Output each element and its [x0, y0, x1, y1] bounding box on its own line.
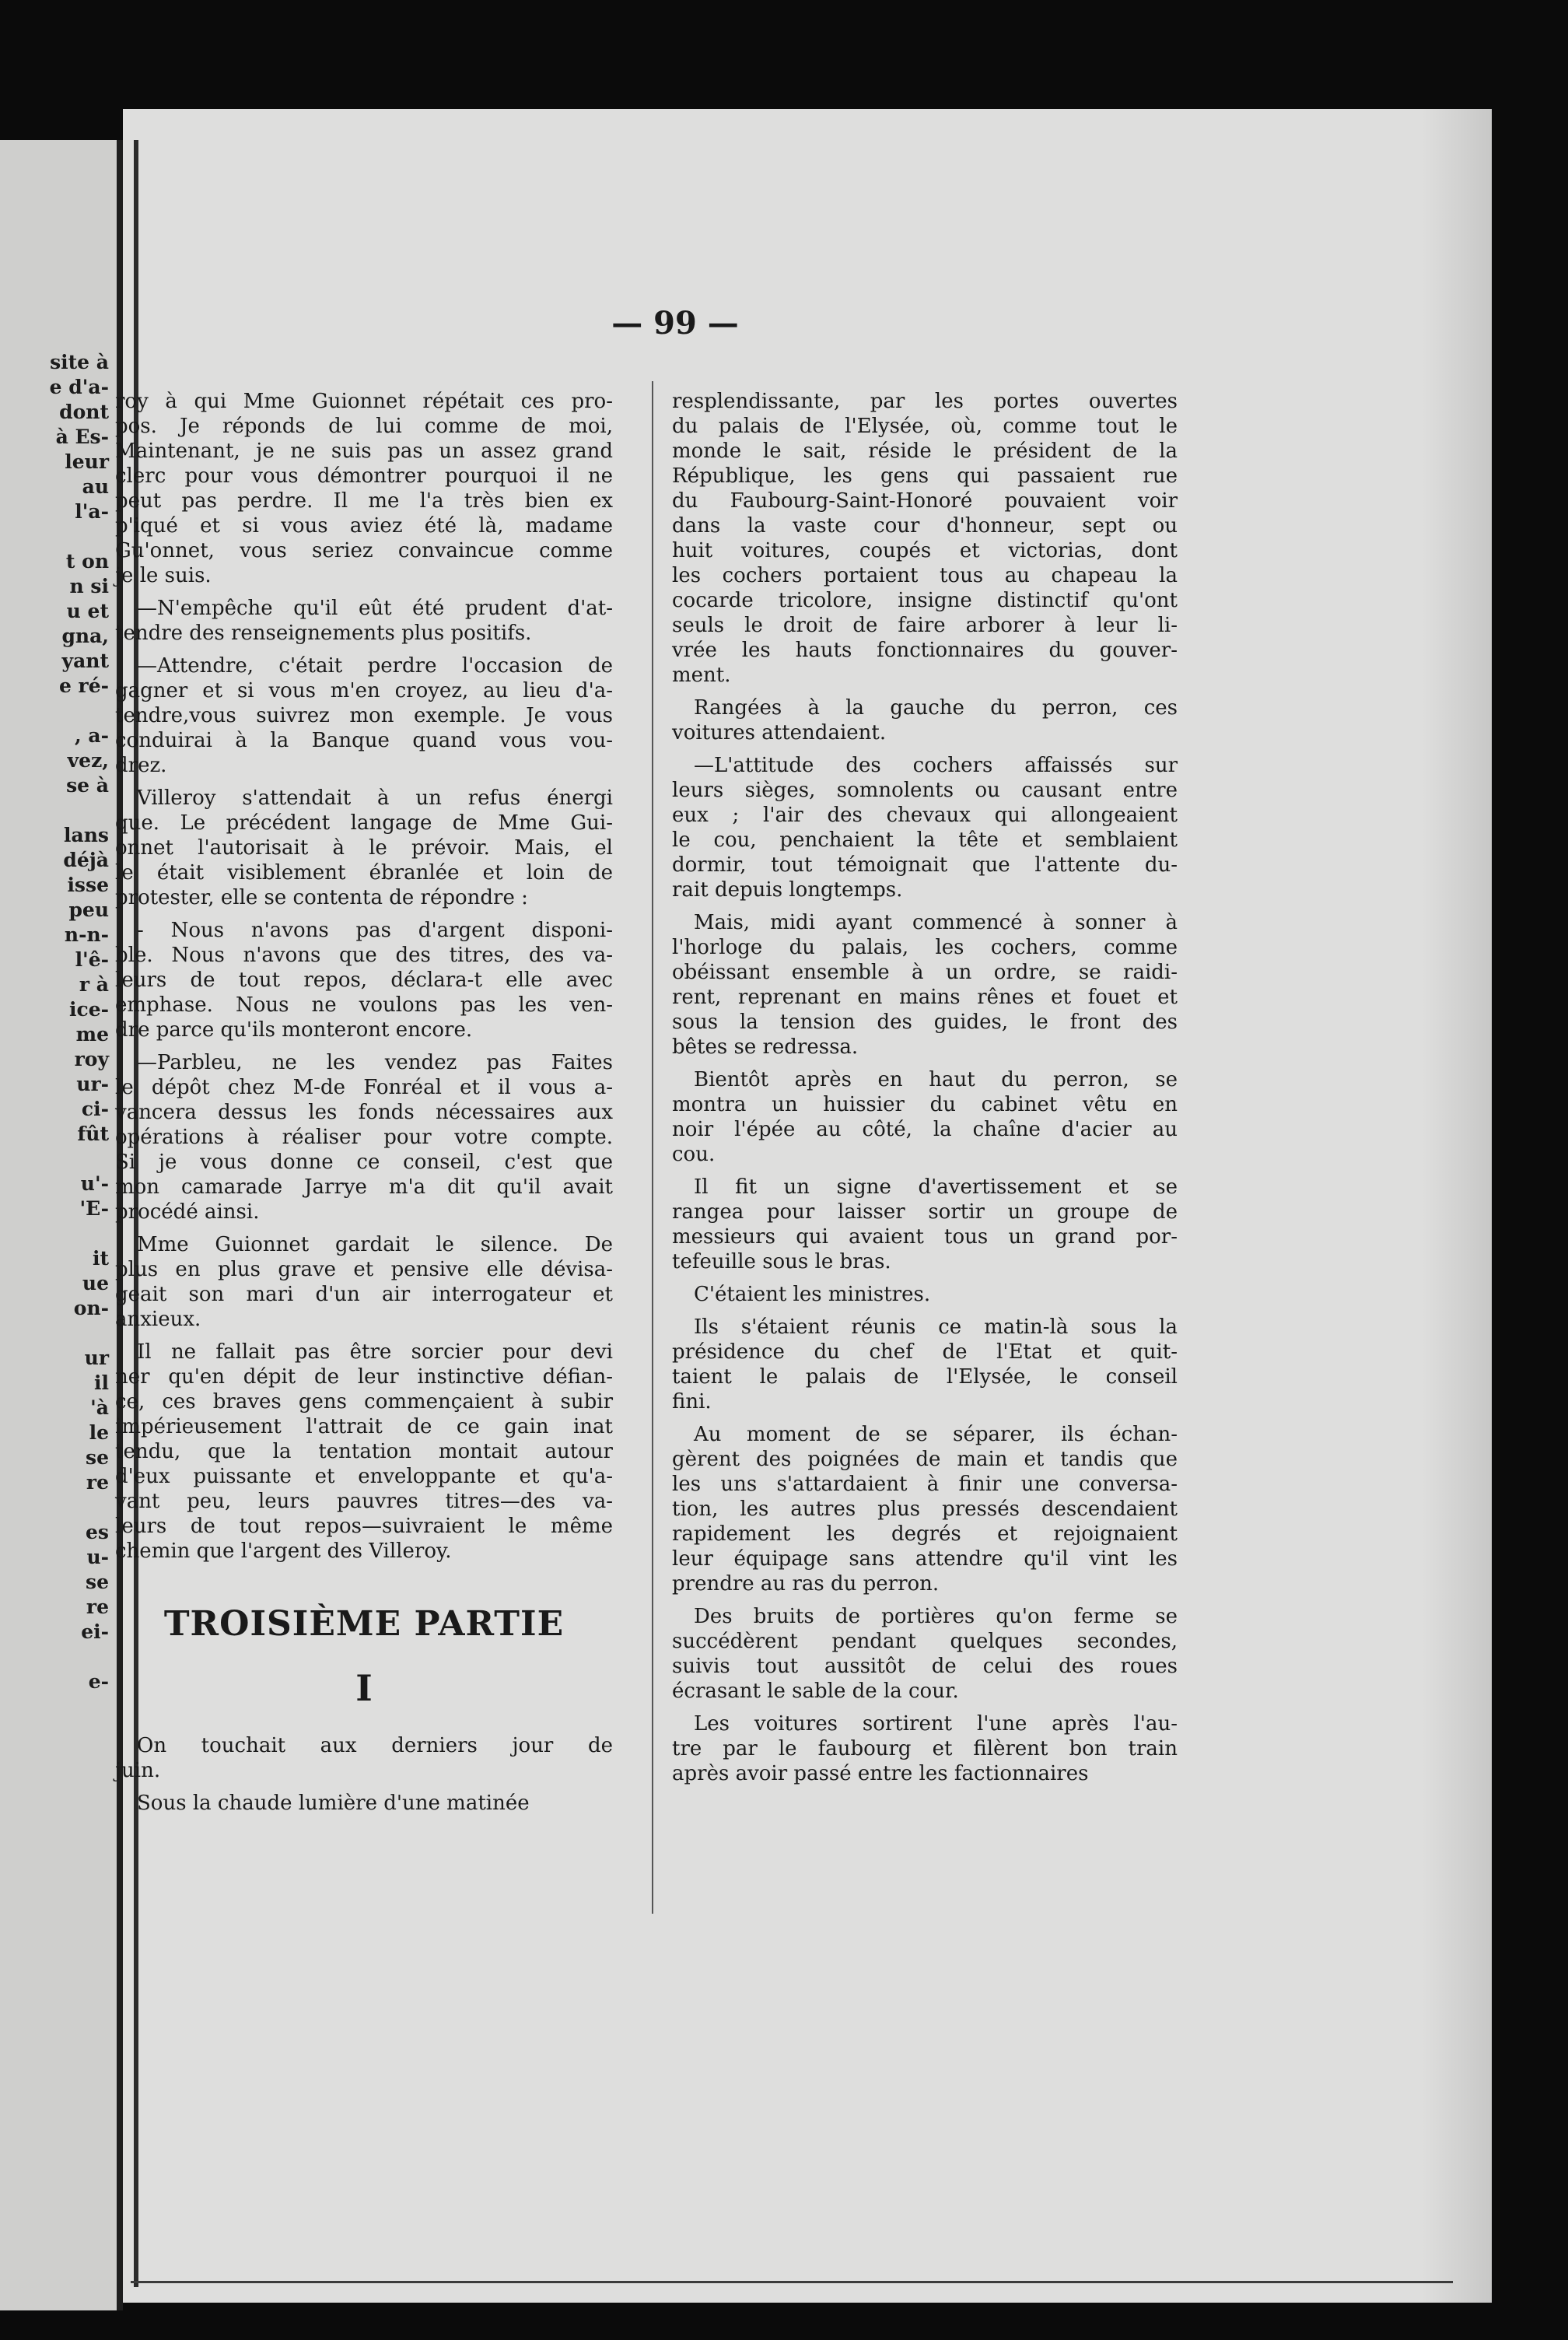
text-line: mon camarade Jarrye m'a dit qu'il avait: [115, 1175, 613, 1199]
previous-page-line: se à: [66, 774, 109, 797]
text-line: tendre des renseignements plus positifs.: [115, 622, 532, 645]
previous-page-line: lans: [64, 824, 109, 846]
chapter-opening-paragraphs: [115, 1733, 613, 1816]
text-line: chemin que l'argent des Villeroy.: [115, 1540, 452, 1563]
paragraph-gap: [115, 588, 613, 596]
text-line: cou.: [672, 1143, 716, 1166]
previous-page-line: site à: [50, 351, 109, 373]
text-line: cocarde tricolore, insigne distinctif qu'ont: [672, 589, 1178, 612]
previous-page-line: peu: [68, 899, 109, 921]
text-line: messieurs qui avaient tous un grand por-: [672, 1225, 1178, 1249]
text-line: conduirai à la Banque quand vous vou-: [115, 729, 613, 752]
previous-page-line: [0, 1221, 109, 1246]
text-line: du palais de l'Elysée, où, comme tout le: [672, 415, 1178, 438]
previous-page-line: [0, 798, 109, 823]
bottom-rule: [131, 2281, 1453, 2283]
previous-page-line: e d'a-: [49, 376, 109, 398]
paragraph-gap: [672, 902, 1178, 910]
text-line: procédé ainsi.: [115, 1200, 260, 1224]
previous-page-line: es: [86, 1521, 109, 1543]
text-line: —N'empêche qu'il eût été prudent d'at-: [137, 597, 613, 620]
text-line: —L'attitude des cochers affaissés sur: [694, 754, 1178, 777]
previous-page-line: u et: [66, 600, 109, 622]
text-line: le cou, penchaient la tête et semblaient: [672, 828, 1178, 852]
paragraph-gap: [115, 1783, 613, 1791]
text-line: gèrent des poignées de main et tandis que: [672, 1448, 1178, 1471]
column-divider: [652, 381, 653, 1914]
previous-page-line: l'a-: [75, 500, 109, 523]
text-line: fini.: [672, 1390, 712, 1413]
chapter-number: I: [355, 1667, 373, 1709]
text-line: monde le sait, réside le président de la: [672, 440, 1178, 463]
text-line: que. Le précédent langage de Mme Gui-: [115, 811, 613, 835]
text-line: ce, ces braves gens commençaient à subir: [115, 1390, 613, 1413]
text-line: rangea pour laisser sortir un groupe de: [672, 1200, 1178, 1224]
text-line: tre par le faubourg et filèrent bon train: [672, 1737, 1178, 1760]
text-line: opérations à réaliser pour votre compte.: [115, 1126, 613, 1149]
previous-page-line: au: [82, 475, 109, 498]
right-column-paragraphs: [672, 389, 1178, 1786]
text-line: noir l'épée au côté, la chaîne d'acier au: [672, 1118, 1178, 1141]
page-number: — 99 —: [611, 305, 739, 342]
previous-page-line: dont: [59, 401, 109, 423]
text-line: vancera dessus les fonds nécessaires aux: [115, 1101, 613, 1124]
text-line: Il ne fallait pas être sorcier pour devi: [137, 1340, 613, 1364]
previous-page-line: t on: [65, 550, 109, 573]
text-line: plus en plus grave et pensive elle dévisa-: [115, 1258, 613, 1281]
previous-page-line: [0, 524, 109, 549]
text-line: leurs de tout repos—suivraient le même: [115, 1515, 613, 1538]
text-line: Si je vous donne ce conseil, c'est que: [115, 1151, 613, 1174]
text-line: après avoir passé entre les factionnaires: [672, 1762, 1089, 1785]
text-line: présidence du chef de l'Etat et quit-: [672, 1340, 1178, 1364]
previous-page-line: [0, 1645, 109, 1669]
text-line: les uns s'attardaient à finir une conversa-: [672, 1473, 1178, 1496]
text-line: Bientôt après en haut du perron, se: [694, 1068, 1178, 1091]
previous-page-line: ur: [84, 1347, 109, 1369]
previous-page-line: 'E-: [79, 1197, 109, 1220]
paragraph-gap: [672, 1704, 1178, 1711]
previous-page-line: e ré-: [58, 674, 109, 697]
paragraph-gap: [672, 1414, 1178, 1422]
text-line: leurs de tout repos, déclara-t elle avec: [115, 969, 613, 992]
previous-page-line: yant: [61, 650, 109, 672]
text-line: Sous la chaude lumière d'une matinée: [137, 1792, 530, 1815]
text-line: leur équipage sans attendre qu'il vint les: [672, 1547, 1178, 1571]
text-line: dans la vaste cour d'honneur, sept ou: [672, 514, 1178, 538]
text-line: emphase. Nous ne voulons pas les ven-: [115, 993, 613, 1017]
paragraph-gap: [672, 745, 1178, 753]
paragraph-gap: [672, 1060, 1178, 1067]
previous-page-line: u-: [86, 1546, 109, 1568]
text-line: ment.: [672, 664, 731, 687]
previous-page-line: fût: [77, 1123, 109, 1145]
paragraph-gap: [115, 646, 613, 653]
text-line: clerc pour vous démontrer pourquoi il ne: [115, 464, 613, 488]
text-line: sous la tension des guides, le front des: [672, 1011, 1178, 1034]
paragraph-gap: [672, 1167, 1178, 1175]
text-line: l'horloge du palais, les cochers, comme: [672, 936, 1178, 959]
text-line: tendu, que la tentation montait autour: [115, 1440, 613, 1463]
text-line: je le suis.: [115, 564, 212, 587]
text-line: Mme Guionnet gardait le silence. De: [137, 1233, 613, 1256]
previous-page-line: 'à: [90, 1396, 109, 1419]
previous-page-text: [0, 350, 109, 1694]
text-line: Au moment de se séparer, ils échan-: [694, 1423, 1178, 1446]
text-line: juin.: [115, 1759, 161, 1782]
previous-page-line: déjà: [63, 849, 109, 871]
text-line: le était visiblement ébranlée et loin de: [115, 861, 613, 885]
text-line: impérieusement l'attrait de ce gain inat: [115, 1415, 613, 1438]
text-line: —Parbleu, ne les vendez pas Faites: [137, 1051, 613, 1074]
text-line: roy à qui Mme Guionnet répétait ces pro-: [115, 390, 613, 413]
text-line: tion, les autres plus pressés descendaient: [672, 1498, 1178, 1521]
text-line: dre parce qu'ils monteront encore.: [115, 1018, 473, 1042]
paragraph-gap: [115, 1332, 613, 1340]
previous-page-line: ci-: [81, 1098, 109, 1120]
previous-page-line: l'ê-: [75, 948, 109, 971]
text-line: seuls le droit de faire arborer à leur li-: [672, 614, 1178, 637]
text-line: dormir, tout témoignait que l'attente du-: [672, 853, 1178, 877]
text-line: geait son mari d'un air interrogateur et: [115, 1283, 613, 1306]
previous-page-line: it: [92, 1247, 109, 1270]
text-line: Il fit un signe d'avertissement et se: [694, 1175, 1178, 1199]
text-line: ble. Nous n'avons que des titres, des va-: [115, 944, 613, 967]
previous-page-line: re: [86, 1596, 109, 1618]
previous-page-line: se: [86, 1571, 109, 1593]
paragraph-gap: [672, 1596, 1178, 1604]
text-line: ner qu'en dépit de leur instinctive défian-: [115, 1365, 613, 1389]
text-line: Les voitures sortirent l'une après l'au-: [694, 1712, 1178, 1736]
text-line: - Nous n'avons pas d'argent disponi-: [137, 919, 613, 942]
previous-page-line: [0, 1495, 109, 1520]
text-line: On touchait aux derniers jour de: [137, 1734, 613, 1757]
previous-page-line: r à: [79, 973, 109, 996]
previous-page-line: re: [86, 1471, 109, 1494]
paragraph-gap: [672, 1274, 1178, 1282]
text-line: République, les gens qui passaient rue: [672, 464, 1178, 488]
previous-page-line: leur: [65, 450, 109, 473]
paragraph-gap: [672, 688, 1178, 695]
previous-page-line: , a-: [75, 724, 109, 747]
previous-page-line: [0, 1321, 109, 1346]
previous-page-line: [0, 1147, 109, 1172]
text-line: rait depuis longtemps.: [672, 878, 903, 902]
text-line: rapidement les degrés et rejoignaient: [672, 1522, 1178, 1546]
text-line: —Attendre, c'était perdre l'occasion de: [137, 654, 613, 678]
text-line: C'étaient les ministres.: [694, 1283, 931, 1306]
text-line: gagner et si vous m'en croyez, au lieu d'a-: [115, 679, 613, 702]
previous-page-line: ei-: [81, 1620, 109, 1643]
text-line: p'iqué et si vous aviez été là, madame: [115, 514, 613, 538]
previous-page-line: il: [94, 1371, 109, 1394]
previous-page-fragment: [0, 140, 117, 2310]
text-line: Mais, midi ayant commencé à sonner à: [694, 911, 1178, 934]
paragraph-gap: [115, 778, 613, 786]
text-line: vant peu, leurs pauvres titres—des va-: [115, 1490, 613, 1513]
text-line: onnet l'autorisait à le prévoir. Mais, el: [115, 836, 613, 860]
left-column-paragraphs: [115, 389, 613, 1564]
text-line: les cochers portaient tous au chapeau la: [672, 564, 1178, 587]
text-line: taient le palais de l'Elysée, le conseil: [672, 1365, 1178, 1389]
previous-page-line: roy: [74, 1048, 109, 1070]
previous-page-line: isse: [67, 874, 109, 896]
text-line: Rangées à la gauche du perron, ces: [694, 696, 1178, 720]
text-line: bêtes se redressa.: [672, 1035, 859, 1059]
page-edge-shadow: [1422, 109, 1492, 2303]
previous-page-line: gna,: [61, 625, 109, 647]
text-line: Villeroy s'attendait à un refus énergi: [137, 786, 613, 810]
text-line: leurs sièges, somnolents ou causant entre: [672, 779, 1178, 802]
text-line: tefeuille sous le bras.: [672, 1250, 891, 1273]
previous-page-line: le: [89, 1421, 109, 1444]
text-line: Des bruits de portières qu'on ferme se: [694, 1605, 1178, 1628]
previous-page-line: on-: [73, 1297, 109, 1319]
previous-page-line: n si: [69, 575, 109, 597]
text-line: le dépôt chez M-de Fonréal et il vous a-: [115, 1076, 613, 1099]
right-column: [672, 389, 1178, 1786]
text-line: eux ; l'air des chevaux qui allongeaient: [672, 804, 1178, 827]
paragraph-gap: [115, 1224, 613, 1232]
text-line: écrasant le sable de la cour.: [672, 1680, 959, 1703]
text-line: Maintenant, je ne suis pas un assez grand: [115, 440, 613, 463]
text-line: voitures attendaient.: [672, 721, 887, 744]
previous-page-line: [0, 699, 109, 723]
text-line: Ils s'étaient réunis ce matin-là sous la: [694, 1315, 1178, 1339]
part-title: TROISIÈME PARTIE: [163, 1604, 565, 1644]
previous-page-line: vez,: [67, 749, 109, 772]
previous-page-line: se: [86, 1446, 109, 1469]
text-line: peut pas perdre. Il me l'a très bien ex: [115, 489, 613, 513]
previous-page-line: ice-: [68, 998, 109, 1021]
paragraph-gap: [115, 1042, 613, 1050]
paragraph-gap: [115, 910, 613, 918]
text-line: montra un huissier du cabinet vêtu en: [672, 1093, 1178, 1116]
text-line: obéissant ensemble à un ordre, se raidi-: [672, 961, 1178, 984]
text-line: tendre,vous suivrez mon exemple. Je vous: [115, 704, 613, 727]
text-line: drez.: [115, 754, 167, 777]
text-line: du Faubourg-Saint-Honoré pouvaient voir: [672, 489, 1178, 513]
text-line: vrée les hauts fonctionnaires du gouver-: [672, 639, 1178, 662]
text-line: protester, elle se contenta de répondre :: [115, 886, 528, 909]
book-page: [115, 109, 1492, 2303]
previous-page-line: u'-: [80, 1172, 109, 1195]
previous-page-line: e-: [88, 1670, 109, 1693]
previous-page-line: me: [75, 1023, 109, 1046]
previous-page-line: à Es-: [55, 426, 109, 448]
previous-page-line: n-n-: [64, 923, 109, 946]
text-line: succédèrent pendant quelques secondes,: [672, 1630, 1178, 1653]
left-column: [115, 389, 613, 1816]
text-line: Gu'onnet, vous seriez convaincue comme: [115, 539, 613, 562]
text-line: prendre au ras du perron.: [672, 1572, 940, 1596]
previous-page-line: ur-: [76, 1073, 109, 1095]
text-line: pos. Je réponds de lui comme de moi,: [115, 415, 613, 438]
text-line: rent, reprenant en mains rênes et fouet et: [672, 986, 1178, 1009]
text-line: d'eux puissante et enveloppante et qu'a-: [115, 1465, 613, 1488]
text-line: suivis tout aussitôt de celui des roues: [672, 1655, 1178, 1678]
text-line: resplendissante, par les portes ouvertes: [672, 390, 1178, 413]
paragraph-gap: [672, 1307, 1178, 1315]
text-line: anxieux.: [115, 1308, 201, 1331]
previous-page-line: ue: [82, 1272, 109, 1294]
text-line: huit voitures, coupés et victorias, dont: [672, 539, 1178, 562]
